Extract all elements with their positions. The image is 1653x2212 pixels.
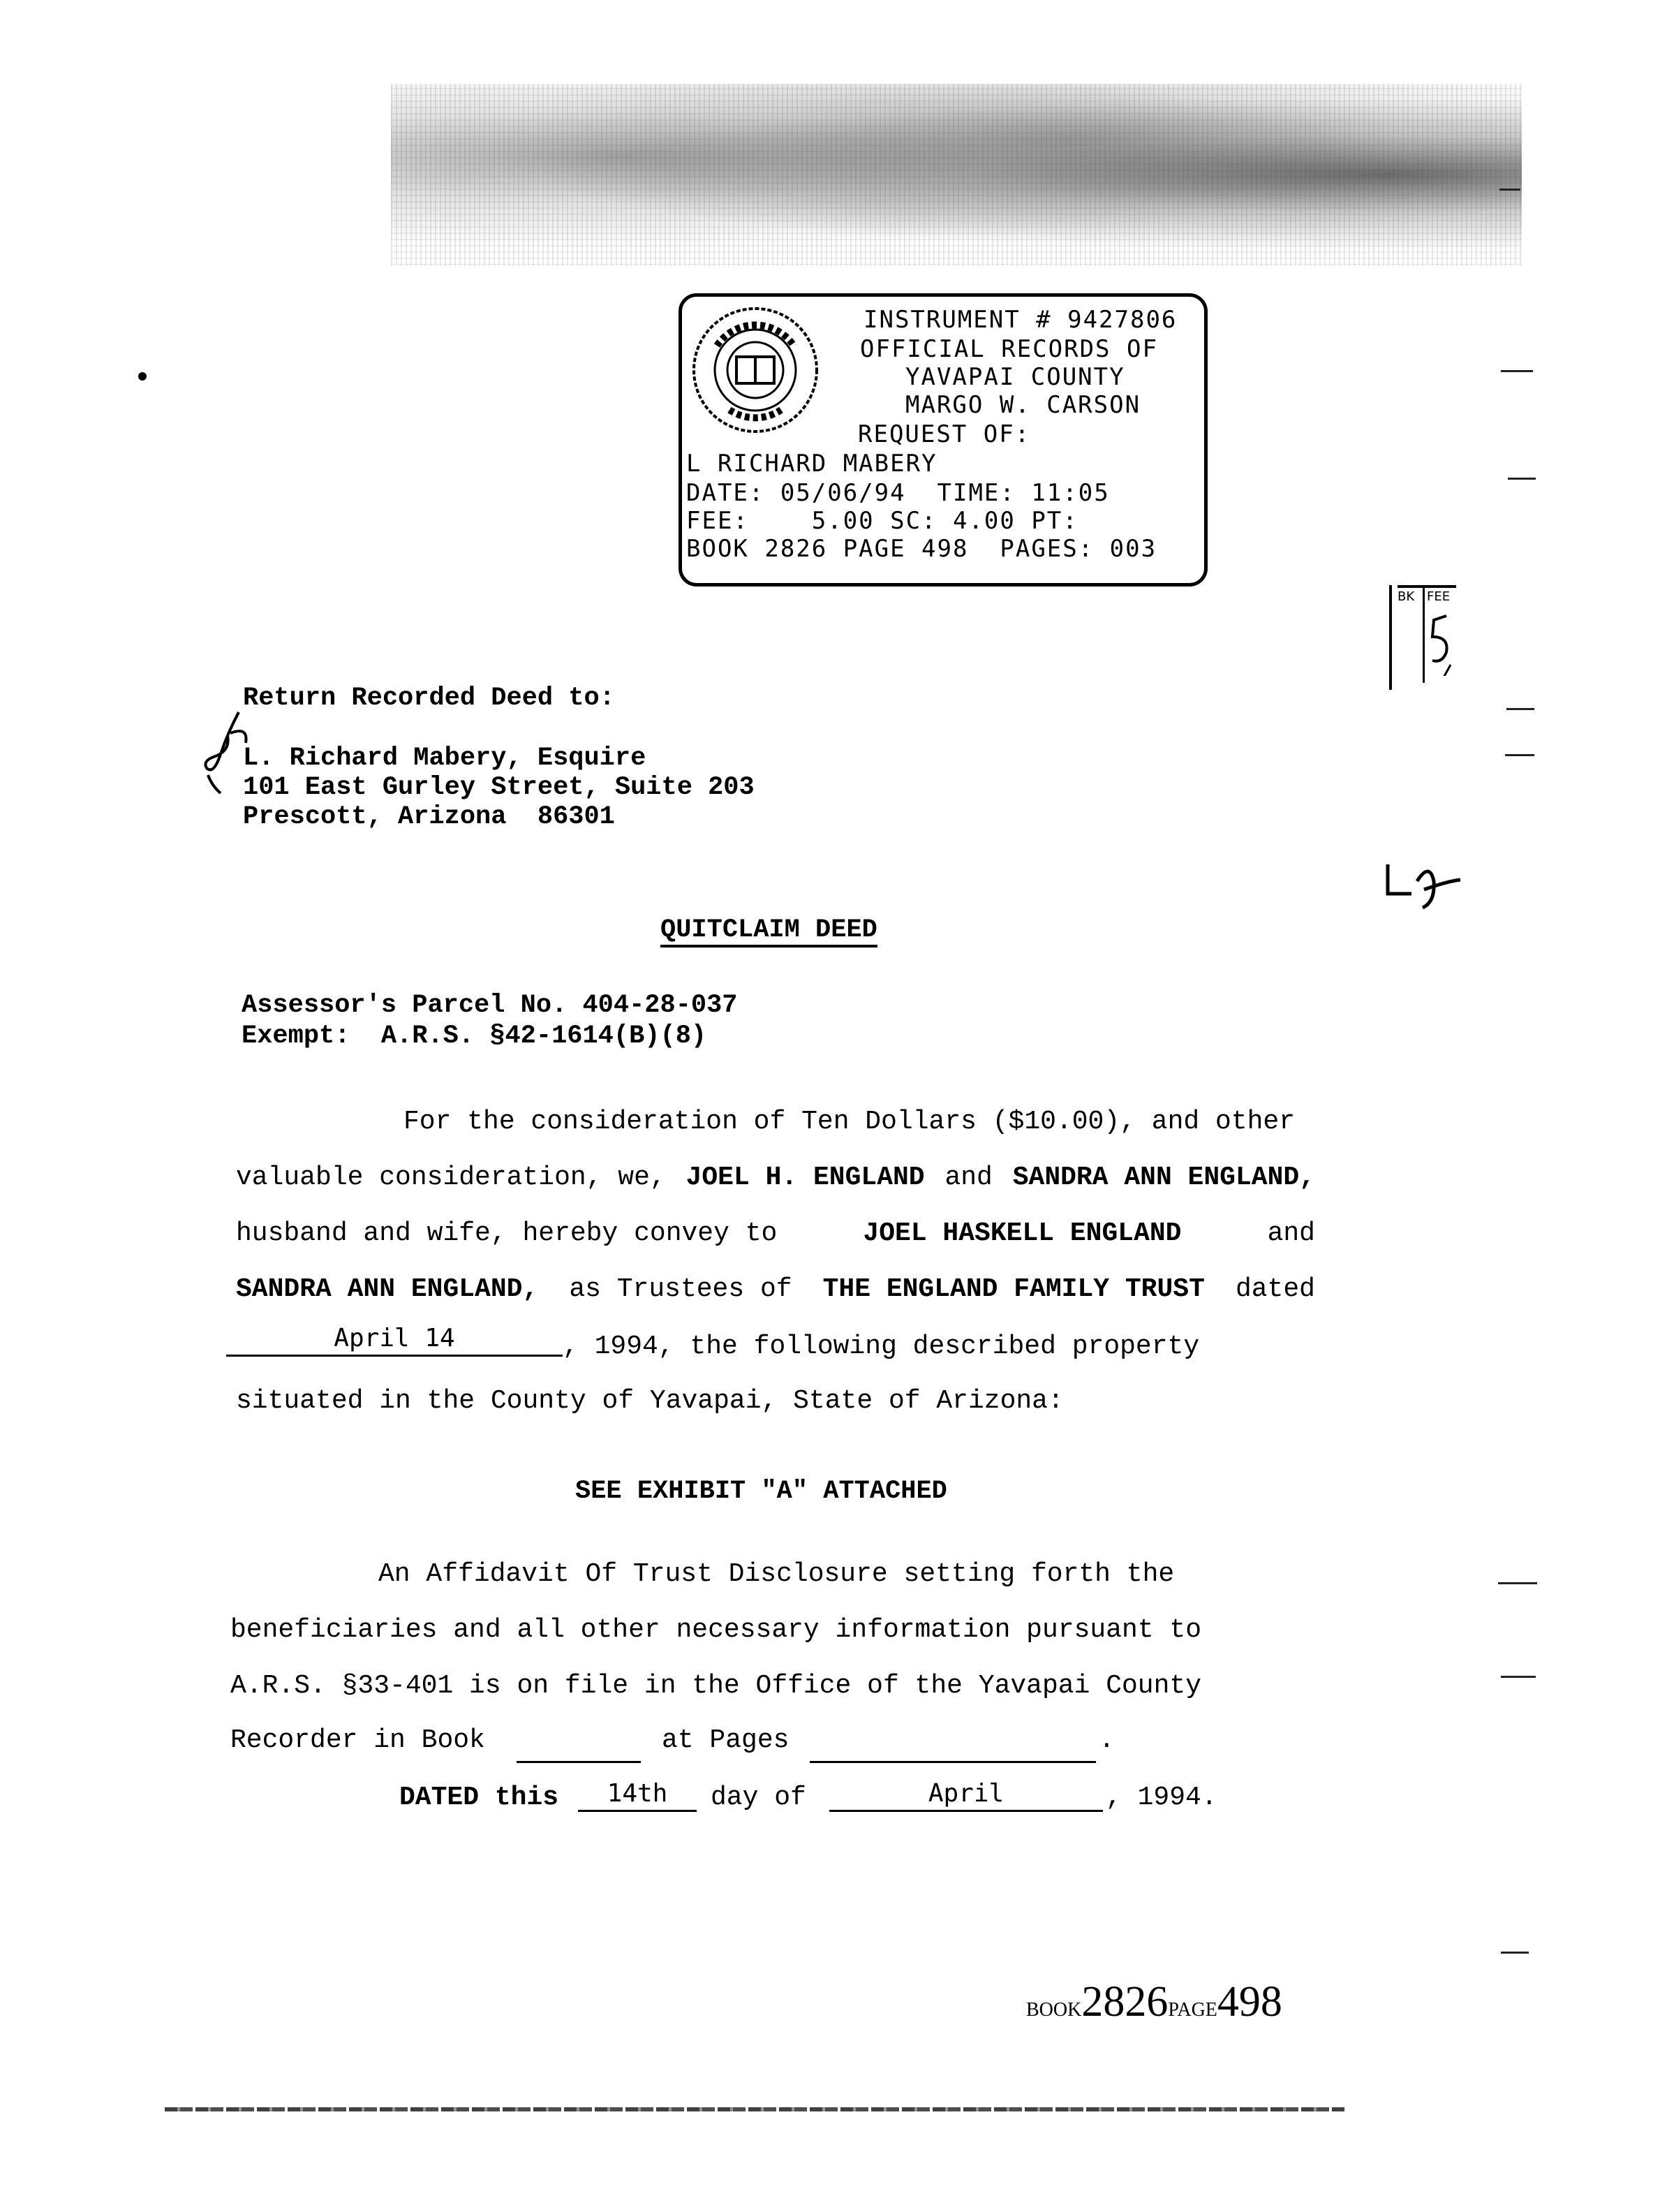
- para1-line4: [236, 1276, 1315, 1303]
- dated-day-field: 14th: [578, 1779, 697, 1812]
- requestor: L RICHARD MABERY: [686, 450, 937, 478]
- para1-l4b: as Trustees of: [569, 1274, 792, 1304]
- page-label: PAGE: [1168, 1999, 1217, 2021]
- return-label: Return Recorded Deed to:: [243, 684, 615, 713]
- para2-line4b: at Pages: [662, 1725, 790, 1755]
- fee-mark-icon: [1425, 613, 1456, 676]
- margin-mark: [1501, 370, 1533, 372]
- request-of: REQUEST OF:: [858, 420, 1031, 448]
- date-time: DATE: 05/06/94 TIME: 11:05: [686, 479, 1110, 507]
- dated-year: , 1994.: [1106, 1783, 1217, 1813]
- page-number: 498: [1217, 1978, 1282, 2026]
- para1-l3a: husband and wife, hereby convey to: [236, 1218, 778, 1248]
- grantee-1: JOEL HASKELL ENGLAND: [863, 1218, 1182, 1248]
- return-name: L. Richard Mabery, Esquire: [243, 744, 646, 773]
- fee-box-fee: FEE: [1427, 589, 1451, 604]
- margin-mark: [1501, 1952, 1529, 1954]
- para1-l2c: and: [944, 1163, 993, 1193]
- grantor-2: SANDRA ANN ENGLAND,: [1012, 1163, 1315, 1193]
- pages-field: [810, 1730, 1096, 1763]
- dated-month-field: April: [829, 1779, 1103, 1812]
- margin-mark: [1501, 1676, 1536, 1678]
- margin-dot: [138, 372, 147, 381]
- margin-mark: [1505, 754, 1534, 756]
- para1-line3: [236, 1218, 1315, 1248]
- para2-line2: beneficiaries and all other necessary information pursuant to: [230, 1615, 1202, 1645]
- recording-stamp: [679, 293, 1208, 587]
- exhibit-reference: SEE EXHIBIT "A" ATTACHED: [575, 1477, 947, 1506]
- book-label: BOOK: [1026, 1999, 1082, 2021]
- fee-box-bk: BK: [1398, 589, 1415, 604]
- parcel-number: Assessor's Parcel No. 404-28-037: [242, 991, 738, 1020]
- recorder-name: MARGO W. CARSON: [905, 391, 1141, 419]
- book-page-reference: [1021, 1965, 1282, 2027]
- scan-noise: [391, 84, 1522, 265]
- fee-box: [1389, 585, 1459, 690]
- margin-mark: [1508, 478, 1536, 480]
- return-city: Prescott, Arizona 86301: [243, 802, 615, 832]
- scan-bottom-edge: [165, 2107, 1344, 2111]
- para1-l3c: and: [1267, 1218, 1315, 1248]
- document-title: QUITCLAIM DEED: [660, 917, 877, 948]
- para2-line1: An Affidavit Of Trust Disclosure setting forth the: [378, 1559, 1175, 1589]
- para1-line6: situated in the County of Yavapai, State of Arizona:: [236, 1386, 1064, 1416]
- margin-mark: [1506, 708, 1534, 710]
- trust-name: THE ENGLAND FAMILY TRUST: [822, 1274, 1205, 1304]
- instrument-number: INSTRUMENT # 9427806: [863, 306, 1178, 334]
- return-street: 101 East Gurley Street, Suite 203: [243, 773, 755, 802]
- para1-l4d: dated: [1235, 1274, 1315, 1304]
- margin-mark: [1498, 1582, 1537, 1584]
- book-page: BOOK 2826 PAGE 498 PAGES: 003: [686, 535, 1157, 563]
- para2-period: .: [1099, 1725, 1115, 1755]
- exempt-statute: Exempt: A.R.S. §42-1614(B)(8): [242, 1022, 707, 1051]
- handwritten-initials-icon: [1381, 853, 1472, 916]
- para2-line4a: Recorder in Book: [230, 1725, 485, 1755]
- county-seal-icon: [689, 304, 822, 436]
- para1-line1: For the consideration of Ten Dollars ($10.00), and other: [403, 1107, 1296, 1137]
- para1-l5: , 1994, the following described property: [563, 1332, 1200, 1362]
- grantee-2: SANDRA ANN ENGLAND,: [236, 1274, 539, 1304]
- fees: FEE: 5.00 SC: 4.00 PT:: [686, 507, 1078, 535]
- para1-line2: [236, 1165, 1315, 1191]
- book-number: 2826: [1081, 1978, 1169, 2026]
- margin-mark: [1499, 189, 1520, 191]
- book-field: [517, 1730, 641, 1763]
- dated-prefix: DATED this: [399, 1783, 559, 1813]
- county-name: YAVAPAI COUNTY: [905, 363, 1125, 391]
- official-records: OFFICIAL RECORDS OF: [860, 335, 1158, 363]
- trust-date-field: April 14: [226, 1324, 563, 1357]
- para1-line5: [563, 1334, 1315, 1360]
- dated-mid: day of: [711, 1783, 806, 1813]
- grantor-1: JOEL H. ENGLAND: [685, 1163, 925, 1193]
- para1-l2a: valuable consideration, we,: [236, 1163, 666, 1193]
- para2-line3: A.R.S. §33-401 is on file in the Office of the Yavapai County: [230, 1671, 1202, 1701]
